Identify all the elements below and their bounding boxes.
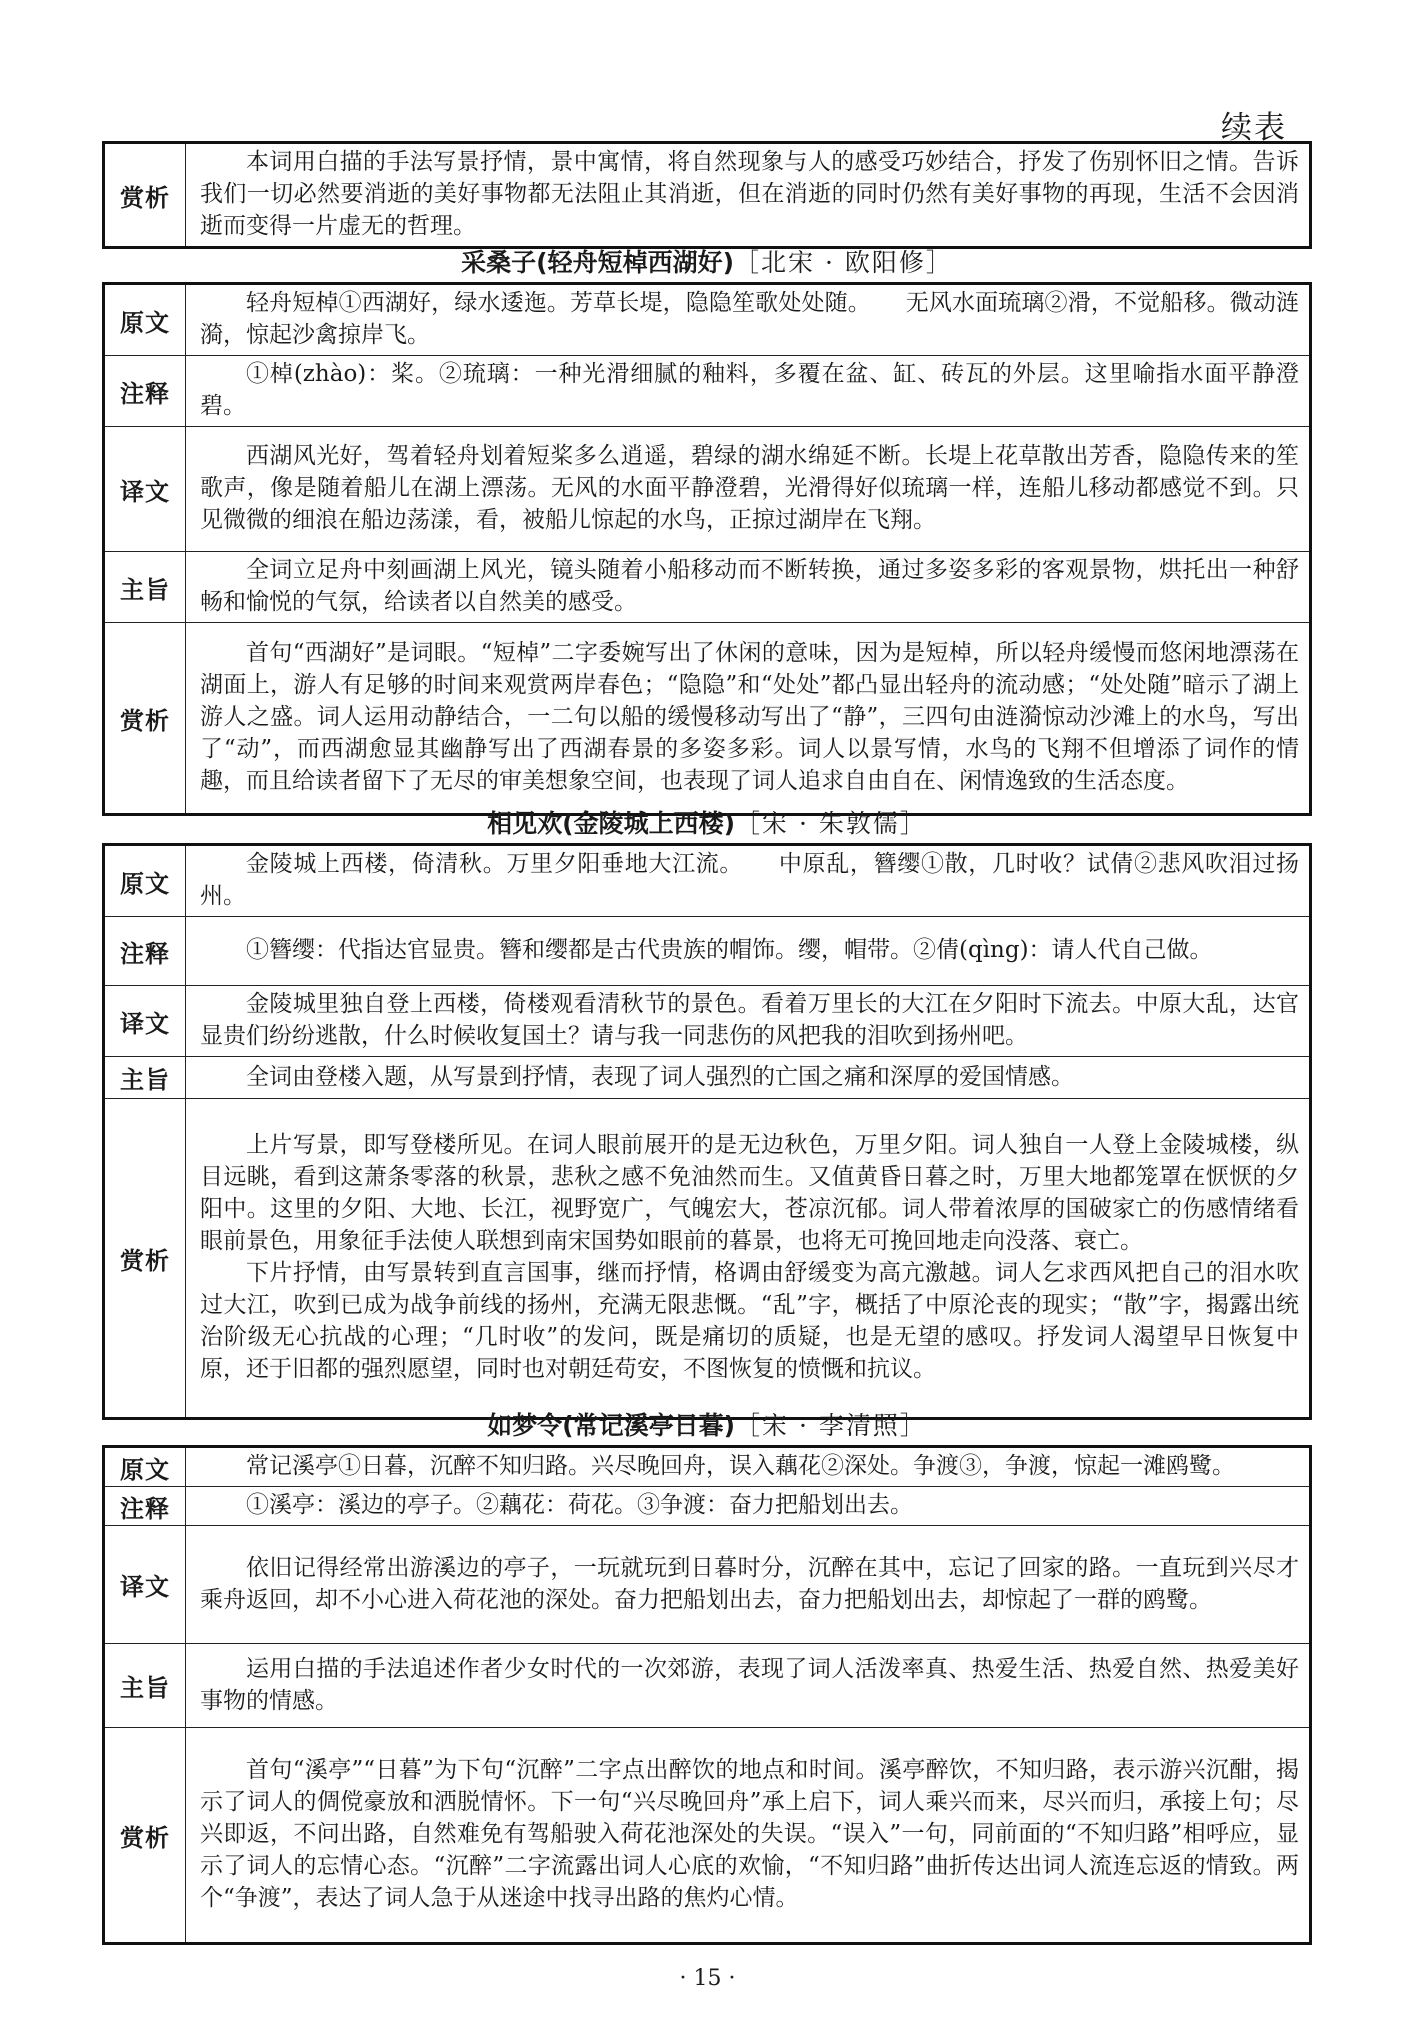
page-number: · 15 · — [679, 1966, 736, 1991]
row-content: 金陵城上西楼，倚清秋。万里夕阳垂地大江流。 中原乱，簪缨①散，几时收？试倩②悲风吹泪过扬州。 — [186, 845, 1311, 917]
poem-title: 相见欢(金陵城上西楼) — [487, 809, 735, 838]
row-label: 注释 — [104, 356, 186, 427]
section-title — [102, 804, 1312, 840]
poem-table — [102, 1445, 1312, 1945]
paragraph: 上片写景，即写登楼所见。在词人眼前展开的是无边秋色，万里夕阳。词人独自一人登上金陵城楼，纵目远眺，看到这萧条零落的秋景，悲秋之感不免油然而生。又值黄昏日暮之时，万里大地都笼罩在恹恹的夕阳中。这里的夕阳、大地、长江，视野宽广，气魄宏大，苍凉沉郁。词人带着浓厚的国破家亡的伤感情绪看眼前景色，用象征手法使人联想到南宋国势如眼前的暮景，也将无可挽回地走向没落、衰亡。 — [200, 1132, 1299, 1254]
table-row — [104, 917, 1311, 986]
row-label: 原文 — [104, 845, 186, 917]
table-row — [104, 1057, 1311, 1099]
table-row — [104, 284, 1311, 356]
row-label: 注释 — [104, 1487, 186, 1526]
top-table — [102, 141, 1312, 249]
row-content: 依旧记得经常出游溪边的亭子，一玩就玩到日暮时分，沉醉在其中，忘记了回家的路。一直玩到兴尽才乘舟返回，却不小心进入荷花池的深处。奋力把船划出去，奋力把船划出去，却惊起了一群的鸥鹭。 — [186, 1526, 1311, 1644]
row-label: 原文 — [104, 284, 186, 356]
row-label: 主旨 — [104, 552, 186, 623]
table-row — [104, 1644, 1311, 1728]
poem-table — [102, 843, 1312, 1420]
row-content: 全词立足舟中刻画湖上风光，镜头随着小船移动而不断转换，通过多姿多彩的客观景物，烘托出一种舒畅和愉悦的气氛，给读者以自然美的感受。 — [186, 552, 1311, 623]
table-row — [104, 356, 1311, 427]
poem-title: 如梦令(常记溪亭日暮) — [487, 1411, 735, 1440]
poem-author: ［北宋 · 欧阳修］ — [734, 248, 953, 277]
poem-title: 采桑子(轻舟短棹西湖好) — [461, 248, 734, 277]
section-title — [102, 243, 1312, 279]
row-label: 注释 — [104, 917, 186, 986]
row-content: 全词由登楼入题，从写景到抒情，表现了词人强烈的亡国之痛和深厚的爱国情感。 — [186, 1057, 1311, 1099]
row-label: 赏析 — [104, 143, 186, 248]
row-label: 原文 — [104, 1447, 186, 1487]
row-label: 译文 — [104, 427, 186, 552]
table-row — [104, 1099, 1311, 1419]
row-content: ①溪亭：溪边的亭子。②藕花：荷花。③争渡：奋力把船划出去。 — [186, 1487, 1311, 1526]
row-content: 金陵城里独自登上西楼，倚楼观看清秋节的景色。看着万里长的大江在夕阳时下流去。中原大乱，达官显贵们纷纷逃散，什么时候收复国土？请与我一同悲伤的风把我的泪吹到扬州吧。 — [186, 986, 1311, 1057]
table-row — [104, 986, 1311, 1057]
table-row — [104, 143, 1311, 248]
row-content: 轻舟短棹①西湖好，绿水逶迤。芳草长堤，隐隐笙歌处处随。 无风水面琉璃②滑，不觉船移。微动涟漪，惊起沙禽掠岸飞。 — [186, 284, 1311, 356]
row-content: 常记溪亭①日暮，沉醉不知归路。兴尽晚回舟，误入藕花②深处。争渡③，争渡，惊起一滩鸥鹭。 — [186, 1447, 1311, 1487]
table-row — [104, 552, 1311, 623]
table-row — [104, 623, 1311, 815]
table-row — [104, 1526, 1311, 1644]
table-row — [104, 1728, 1311, 1944]
row-content: 运用白描的手法追述作者少女时代的一次郊游，表现了词人活泼率真、热爱生活、热爱自然、热爱美好事物的情感。 — [186, 1644, 1311, 1728]
table-row — [104, 1487, 1311, 1526]
poem-author: ［宋 · 李清照］ — [735, 1411, 927, 1440]
table-row — [104, 427, 1311, 552]
table-row — [104, 1447, 1311, 1487]
row-content: 首句“溪亭”“日暮”为下句“沉醉”二字点出醉饮的地点和时间。溪亭醉饮，不知归路，表示游兴沉酣，揭示了词人的倜傥豪放和洒脱情怀。下一句“兴尽晚回舟”承上启下，词人乘兴而来，尽兴而归，承接上句；尽兴即返，不问出路，自然难免有驾船驶入荷花池深处的失误。“误入”一句，同前面的“不知归路”相呼应，显示了词人的忘情心态。“沉醉”二字流露出词人心底的欢愉，“不知归路”曲折传达出词人流连忘返的情致。两个“争渡”，表达了词人急于从迷途中找寻出路的焦灼心情。 — [186, 1728, 1311, 1944]
paragraph: 下片抒情，由写景转到直言国事，继而抒情，格调由舒缓变为高亢激越。词人乞求西风把自己的泪水吹过大江，吹到已成为战争前线的扬州，充满无限悲慨。“乱”字，概括了中原沦丧的现实；“散”字，揭露出统治阶级无心抗战的心理；“几时收”的发问，既是痛切的质疑，也是无望的感叹。抒发词人渴望早日恢复中原，还于旧都的强烈愿望，同时也对朝廷苟安，不图恢复的愤慨和抗议。 — [200, 1260, 1299, 1382]
row-label: 赏析 — [104, 623, 186, 815]
row-label: 赏析 — [104, 1099, 186, 1419]
row-content — [186, 1099, 1311, 1419]
row-content: 西湖风光好，驾着轻舟划着短桨多么逍遥，碧绿的湖水绵延不断。长堤上花草散出芳香，隐隐传来的笙歌声，像是随着船儿在湖上漂荡。无风的水面平静澄碧，光滑得好似琉璃一样，连船儿移动都感觉不到。只见微微的细浪在船边荡漾，看，被船儿惊起的水鸟，正掠过湖岸在飞翔。 — [186, 427, 1311, 552]
row-label: 译文 — [104, 986, 186, 1057]
table-row — [104, 845, 1311, 917]
row-label: 赏析 — [104, 1728, 186, 1944]
row-label: 主旨 — [104, 1057, 186, 1099]
row-content: ①棹(zhào)：桨。②琉璃：一种光滑细腻的釉料，多覆在盆、缸、砖瓦的外层。这里喻指水面平静澄碧。 — [186, 356, 1311, 427]
row-content: ①簪缨：代指达官显贵。簪和缨都是古代贵族的帽饰。缨，帽带。②倩(qìng)：请人代自己做。 — [186, 917, 1311, 986]
row-label: 主旨 — [104, 1644, 186, 1728]
section-title — [102, 1406, 1312, 1442]
continued-label: 续表 — [1221, 110, 1287, 146]
poem-author: ［宋 · 朱敦儒］ — [735, 809, 927, 838]
row-content: 首句“西湖好”是词眼。“短棹”二字委婉写出了休闲的意味，因为是短棹，所以轻舟缓慢而悠闲地漂荡在湖面上，游人有足够的时间来观赏两岸春色；“隐隐”和“处处”都凸显出轻舟的流动感；“处处随”暗示了湖上游人之盛。词人运用动静结合，一二句以船的缓慢移动写出了“静”，三四句由涟漪惊动沙滩上的水鸟，写出了“动”，而西湖愈显其幽静写出了西湖春景的多姿多彩。词人以景写情，水鸟的飞翔不但增添了词作的情趣，而且给读者留下了无尽的审美想象空间，也表现了词人追求自由自在、闲情逸致的生活态度。 — [186, 623, 1311, 815]
poem-table — [102, 282, 1312, 816]
row-label: 译文 — [104, 1526, 186, 1644]
row-content: 本词用白描的手法写景抒情，景中寓情，将自然现象与人的感受巧妙结合，抒发了伤别怀旧之情。告诉我们一切必然要消逝的美好事物都无法阻止其消逝，但在消逝的同时仍然有美好事物的再现，生活不会因消逝而变得一片虚无的哲理。 — [186, 143, 1311, 248]
